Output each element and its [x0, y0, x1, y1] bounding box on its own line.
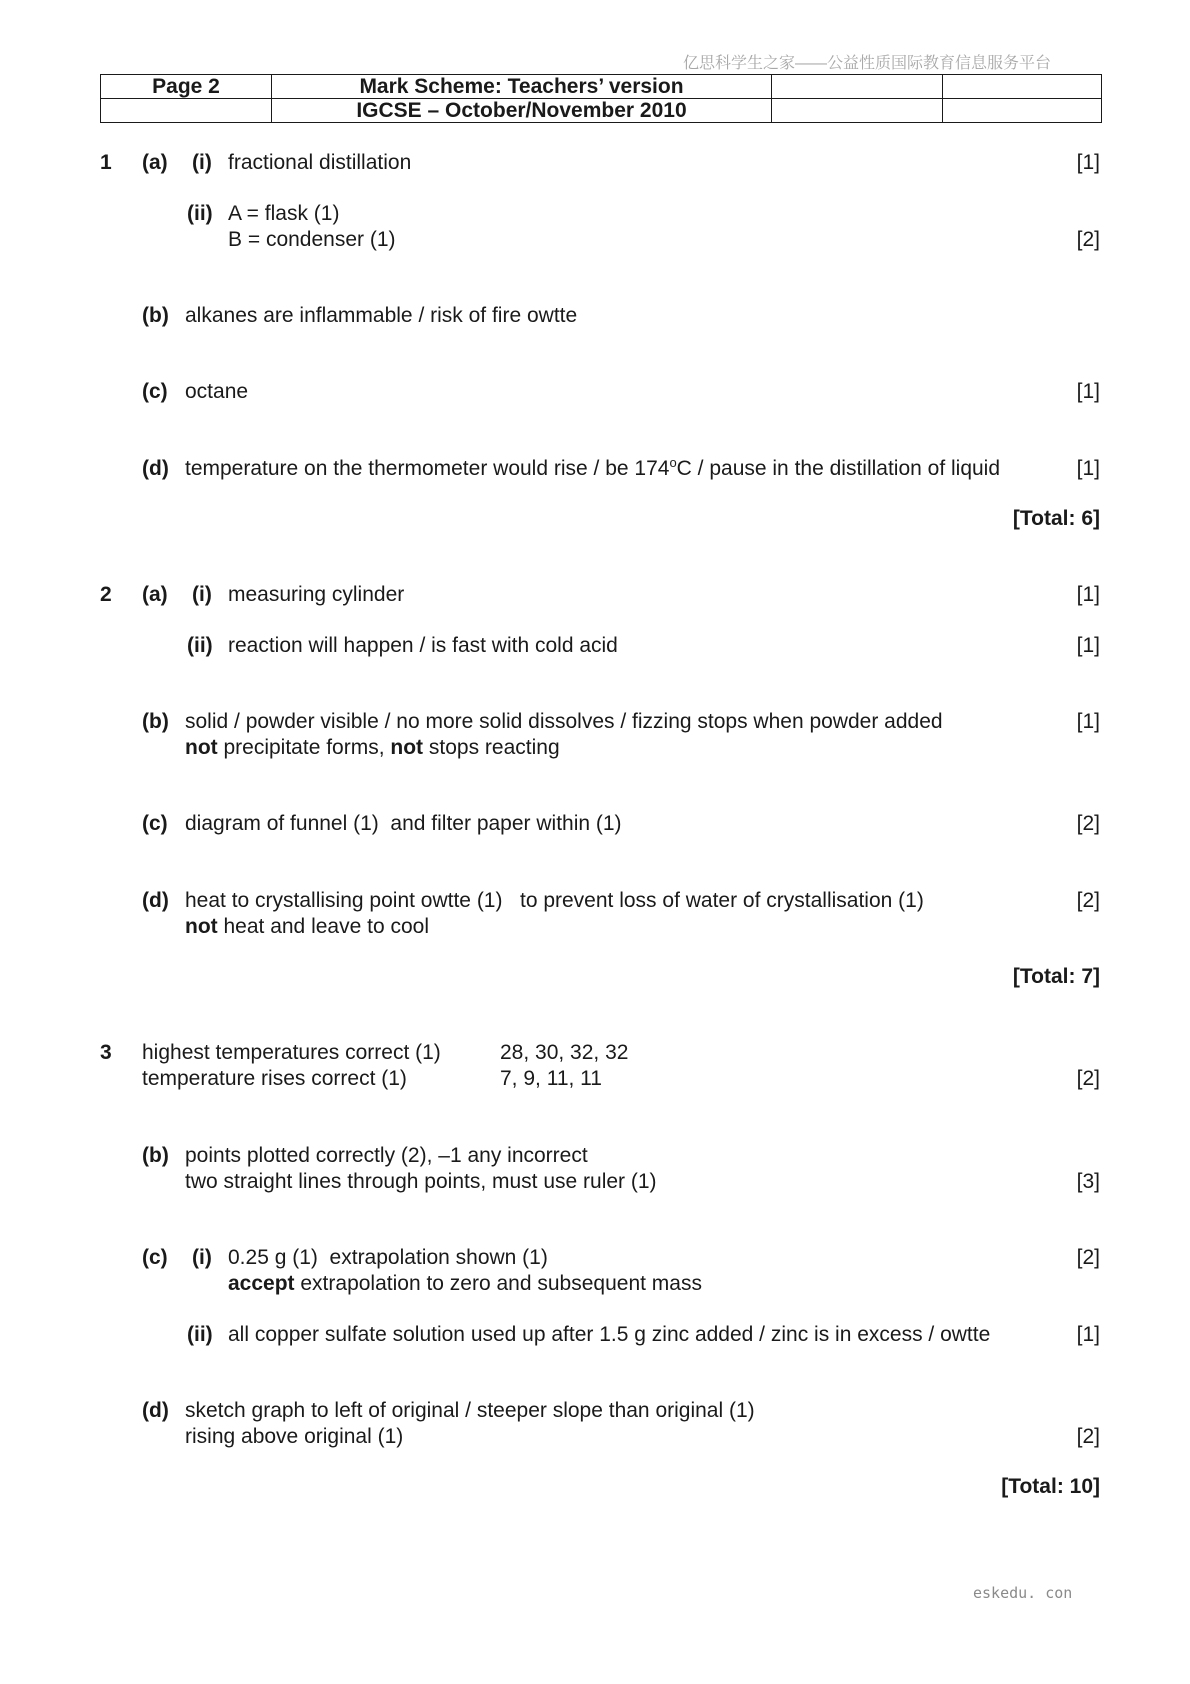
q1-a-ii-mark: [2] — [1076, 228, 1100, 251]
q2-d-line1: heat to crystallising point owtte (1) to prevent loss of water of crystallisation (1) — [185, 889, 924, 912]
header-page: Page 2 — [101, 75, 272, 99]
q2-b-line2a: precipitate forms, — [217, 736, 391, 759]
q3-d-mark: [2] — [1076, 1425, 1100, 1448]
q1-a-ii-line1: A = flask (1) — [228, 202, 340, 225]
q3-d-line2: rising above original (1) — [185, 1425, 404, 1448]
q1-a-i-label: (i) — [192, 151, 212, 174]
q1-a-i-text: fractional distillation — [228, 151, 412, 174]
header-empty-2 — [943, 75, 1102, 99]
q1-c-mark: [1] — [1076, 380, 1100, 403]
q3-b-line2: two straight lines through points, must use ruler (1) — [185, 1170, 657, 1193]
q2-a-i-text: measuring cylinder — [228, 583, 405, 606]
footer-site-text: eskedu. con — [973, 1584, 1073, 1602]
q3-c-i-line1: 0.25 g (1) extrapolation shown (1) — [228, 1246, 548, 1269]
q3-c-i-mark: [2] — [1076, 1246, 1100, 1269]
q2-d-line2 — [185, 914, 429, 940]
header-table — [100, 74, 1102, 123]
q3-c-i-label: (i) — [192, 1246, 212, 1269]
q2-b-label: (b) — [142, 710, 169, 733]
q2-a-i-mark: [1] — [1076, 583, 1100, 606]
q3-a-values-1: 28, 30, 32, 32 — [500, 1041, 629, 1064]
q2-b-not-1: not — [185, 736, 218, 759]
q1-c-text: octane — [185, 380, 249, 403]
q3-a-values-2: 7, 9, 11, 11 — [500, 1067, 602, 1090]
q2-a-ii-mark: [1] — [1076, 634, 1100, 657]
q3-a-line1: highest temperatures correct (1) — [142, 1041, 441, 1064]
q2-d-line2-text: heat and leave to cool — [217, 915, 429, 938]
header-empty-1 — [772, 75, 943, 99]
q2-c-mark: [2] — [1076, 812, 1100, 835]
q2-d-mark: [2] — [1076, 889, 1100, 912]
q2-c-text: diagram of funnel (1) and filter paper within (1) — [185, 812, 622, 835]
q3-c-i-line2 — [228, 1271, 702, 1297]
q2-c-label: (c) — [142, 812, 168, 835]
q2-a-ii-label: (ii) — [187, 634, 213, 657]
q1-d-text-post: C / pause in the distillation of liquid — [676, 457, 1001, 480]
q3-total: [Total: 10] — [1001, 1475, 1100, 1498]
q3-b-line1: points plotted correctly (2), –1 any incorrect — [185, 1144, 588, 1167]
q1-d-mark: [1] — [1076, 457, 1100, 480]
q3-d-label: (d) — [142, 1399, 169, 1422]
q2-b-mark: [1] — [1076, 710, 1100, 733]
q1-c-label: (c) — [142, 380, 168, 403]
q1-d-text-pre: temperature on the thermometer would rise / be 174 — [185, 457, 670, 480]
q2-b-line1: solid / powder visible / no more solid dissolves / fizzing stops when powder added — [185, 710, 943, 733]
header-empty-3 — [101, 99, 272, 123]
q1-number: 1 — [100, 151, 112, 174]
q1-a-i-mark: [1] — [1076, 151, 1100, 174]
q3-c-i-line2-text: extrapolation to zero and subsequent mass — [294, 1272, 702, 1295]
q3-c-ii-text: all copper sulfate solution used up after 1.5 g zinc added / zinc is in excess / owtte — [228, 1323, 991, 1346]
q3-c-label: (c) — [142, 1246, 168, 1269]
header-empty-5 — [943, 99, 1102, 123]
header-title: Mark Scheme: Teachers’ version — [272, 75, 772, 99]
header-subtitle: IGCSE – October/November 2010 — [272, 99, 772, 123]
q1-b-label: (b) — [142, 304, 169, 327]
q2-a-i-label: (i) — [192, 583, 212, 606]
q2-number: 2 — [100, 583, 112, 606]
q3-a-line2: temperature rises correct (1) — [142, 1067, 407, 1090]
q2-d-label: (d) — [142, 889, 169, 912]
q3-b-mark: [3] — [1076, 1170, 1100, 1193]
degree-symbol: o — [669, 455, 677, 470]
q2-d-not: not — [185, 915, 218, 938]
q2-total: [Total: 7] — [1012, 965, 1100, 988]
q2-a-label: (a) — [142, 583, 168, 606]
q3-c-ii-mark: [1] — [1076, 1323, 1100, 1346]
q2-b-not-2: not — [390, 736, 424, 759]
q2-a-ii-text: reaction will happen / is fast with cold acid — [228, 634, 618, 657]
q3-c-i-accept: accept — [228, 1272, 295, 1295]
header-empty-4 — [772, 99, 943, 123]
q2-b-line2b: stops reacting — [423, 736, 560, 759]
q3-a-mark: [2] — [1076, 1067, 1100, 1090]
q3-b-label: (b) — [142, 1144, 169, 1167]
q1-d-text — [185, 456, 1000, 482]
q2-b-line2 — [185, 735, 560, 761]
q1-a-ii-label: (ii) — [187, 202, 213, 225]
q1-a-ii-line2: B = condenser (1) — [228, 228, 396, 251]
q3-d-line1: sketch graph to left of original / steeper slope than original (1) — [185, 1399, 755, 1422]
q1-b-text: alkanes are inflammable / risk of fire owtte — [185, 304, 578, 327]
q3-c-ii-label: (ii) — [187, 1323, 213, 1346]
q1-total: [Total: 6] — [1012, 507, 1100, 530]
q1-d-label: (d) — [142, 457, 169, 480]
q1-a-label: (a) — [142, 151, 168, 174]
watermark-text: 亿思科学生之家——公益性质国际教育信息服务平台 — [683, 55, 1052, 72]
q3-number: 3 — [100, 1041, 112, 1064]
